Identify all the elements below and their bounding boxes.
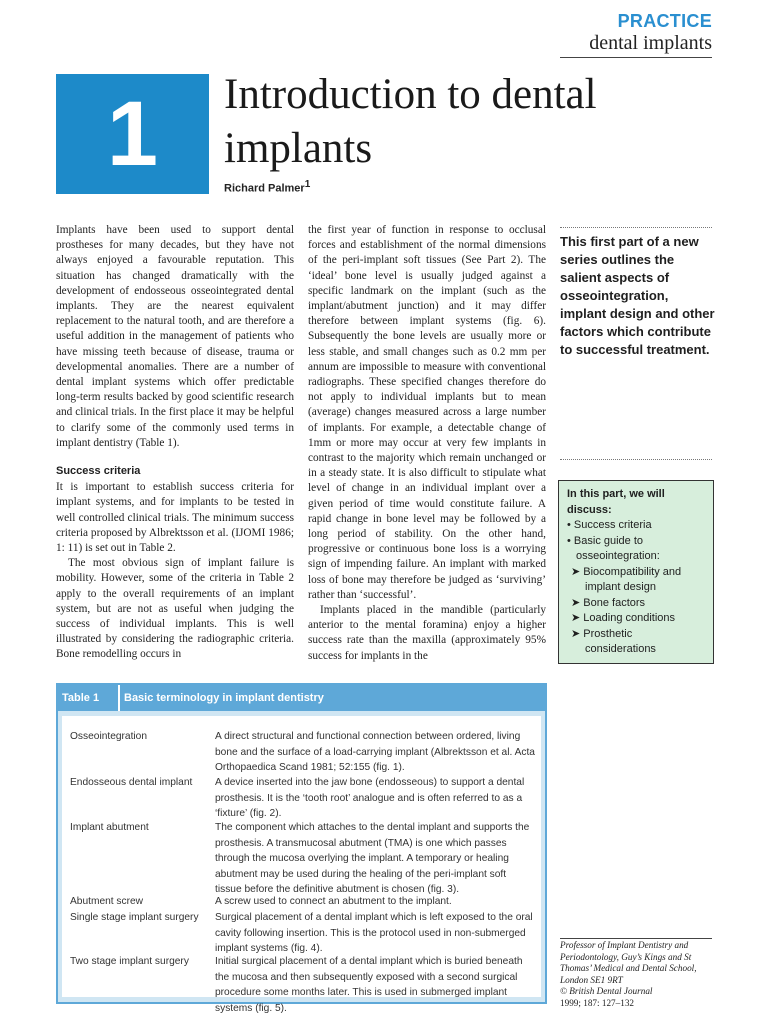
table-definition: The component which attaches to the dental implant and supports the prosthesis. A transmucosal abutment (TMA) is one which passes through the mucosa overlying the implant. A temporary or healing abutment may be used during the healing of the peri-implant soft tissue before the definitive abutment is chosen (fig. 3). xyxy=(215,822,530,896)
table-body xyxy=(62,716,541,1014)
success-paragraph-2: The most obvious sign of implant failure is mobility. However, some of the criteria in Table 2 apply to the overall requirements of an implant system, but are not as useful when judging the success of individual implants. This is well illustrated by considering the radiographic criteria. Bone remodelling occurs in xyxy=(56,557,294,661)
table-number: Table 1 xyxy=(62,692,100,704)
discuss-subitem: ➤ Loading conditions xyxy=(571,611,705,627)
header-divider xyxy=(560,57,712,58)
table-caption: Basic terminology in implant dentistry xyxy=(124,692,324,704)
mid-paragraph-2: Implants placed in the mandible (particularly anterior to the mental foramina) enjoy a higher success rate than the maxilla (approximately 95% success for implants in the xyxy=(308,604,546,662)
body-column-middle xyxy=(308,223,546,664)
discuss-subitem: ➤ Prosthetic considerations xyxy=(571,627,705,658)
table-term: Osseointegration xyxy=(70,731,148,742)
table-definition: A direct structural and functional connection between ordered, living bone and the surface of a load-carrying implant (Albrektsson et al. Acta Orthopaedica Scand 1981; 52:155 (fig. 1). xyxy=(215,731,535,774)
article-title: Introduction to dental implants xyxy=(224,71,597,172)
table-term: Single stage implant surgery xyxy=(70,912,199,923)
table-definition: A screw used to connect an abutment to the implant. xyxy=(215,896,452,907)
section-subtitle: dental implants xyxy=(589,32,712,54)
discuss-title: In this part, we will discuss: xyxy=(567,488,665,516)
discuss-sublist xyxy=(571,565,705,658)
author-affiliation: Professor of Implant Dentistry and Periodontology, Guy’s Kings and St Thomas’ Medical and Dental School, London SE1 9RT xyxy=(560,940,697,985)
sidebar-divider xyxy=(560,227,712,228)
sidebar-divider-bottom xyxy=(560,459,712,460)
part-number: 1 xyxy=(106,83,159,185)
table-term: Endosseous dental implant xyxy=(70,777,193,788)
part-number-box xyxy=(56,74,209,194)
author-name: Richard Palmer xyxy=(224,182,305,195)
discuss-list xyxy=(567,518,705,565)
discuss-subitem: ➤ Bone factors xyxy=(571,596,705,612)
section-label: PRACTICE xyxy=(617,11,712,31)
table-definition: Surgical placement of a dental implant which is left exposed to the oral cavity following insertion. This is the protocol used in non-submerged implant systems (fig. 4). xyxy=(215,912,533,955)
success-paragraph-1: It is important to establish success criteria for implant systems, and for implants to be tested in well controlled clinical trials. The minimum success criteria proposed by Albrektsson et al. (IJOMI 1986; 1: 11) is set out in Table 2. xyxy=(56,481,294,555)
table-term: Two stage implant surgery xyxy=(70,956,189,967)
table-definition: A device inserted into the jaw bone (endosseous) to support a dental prosthesis. It is the ‘tooth root’ analogue and is often referred to as a ‘fixture’ (fig. 2). xyxy=(215,777,525,820)
copyright-line: © British Dental Journal xyxy=(560,986,653,997)
discuss-item: • Basic guide to osseointegration: xyxy=(567,534,705,565)
table-definition: Initial surgical placement of a dental implant which is buried beneath the mucosa and then subsequently exposed with a second surgical procedure some months later. This is used in submerged implant systems (fig. 5). xyxy=(215,956,523,1014)
citation-line: 1999; 187: 127–132 xyxy=(560,997,635,1008)
intro-paragraph: Implants have been used to support dental prostheses for many decades, but they have not always enjoyed a favourable reputation. This situation has changed dramatically with the development of endosseous osseointegrated dental implants. They are the nearest equivalent replacement to the natural tooth, and are therefore a useful addition in the management of patients who have missing teeth because of disease, trauma or developmental anomalies. There are a number of dental implant systems which offer predictable long-term results backed by good scientific research and clinical trials. In the first place it may be helpful to clarify some of the commonly used terms in implant dentistry (Table 1). xyxy=(56,224,294,449)
discuss-subitem: ➤ Biocompatibility and implant design xyxy=(571,565,705,596)
table-term: Implant abutment xyxy=(70,822,149,833)
mid-paragraph-1: the first year of function in response to occlusal forces and establishment of the normal dimensions of the peri-implant soft tissues (See Part 2). The ‘ideal’ bone level is usually judged against a specific landmark on the implant (such as the implant/abutment junction) and it may differ therefore between implant systems (fig. 6). Subsequently the bone levels are usually more or less stable, and small changes such as 0.2 mm per annum are impossible to measure with conventional radiographs. These specified changes therefore do not apply to individual implants but to mean (average) changes measured across a large number of implants. For example, a detectable change of 1mm or more may occur at very few implants in contrast to the majority which remain unchanged or in a steady state. It is also difficult to stipulate what level of change in an individual implant over a given period of time would constitute failure. A rapid change in bone level may be followed by a long period of stability. On the other hand, progressive or continuous bone loss is a worrying sign of impending failure. An implant with marked loss of bone may therefore be judged as ‘surviving’ rather than ‘successful’. xyxy=(308,224,546,601)
table-header xyxy=(58,685,545,711)
table-term: Abutment screw xyxy=(70,896,144,907)
standfirst: This first part of a new series outlines the salient aspects of osseointegration, implant design and other factors which contribute to successful treatment. xyxy=(560,234,715,357)
discuss-box xyxy=(558,480,714,664)
body-column-left xyxy=(56,223,294,663)
footnote xyxy=(560,940,720,1010)
author-footnote-mark: 1 xyxy=(304,179,311,190)
success-criteria-heading: Success criteria xyxy=(56,465,141,478)
table-header-separator xyxy=(118,685,120,711)
author-line xyxy=(224,179,310,195)
table-1 xyxy=(56,683,547,1014)
footnote-divider xyxy=(560,938,712,939)
discuss-item: • Success criteria xyxy=(567,518,705,534)
